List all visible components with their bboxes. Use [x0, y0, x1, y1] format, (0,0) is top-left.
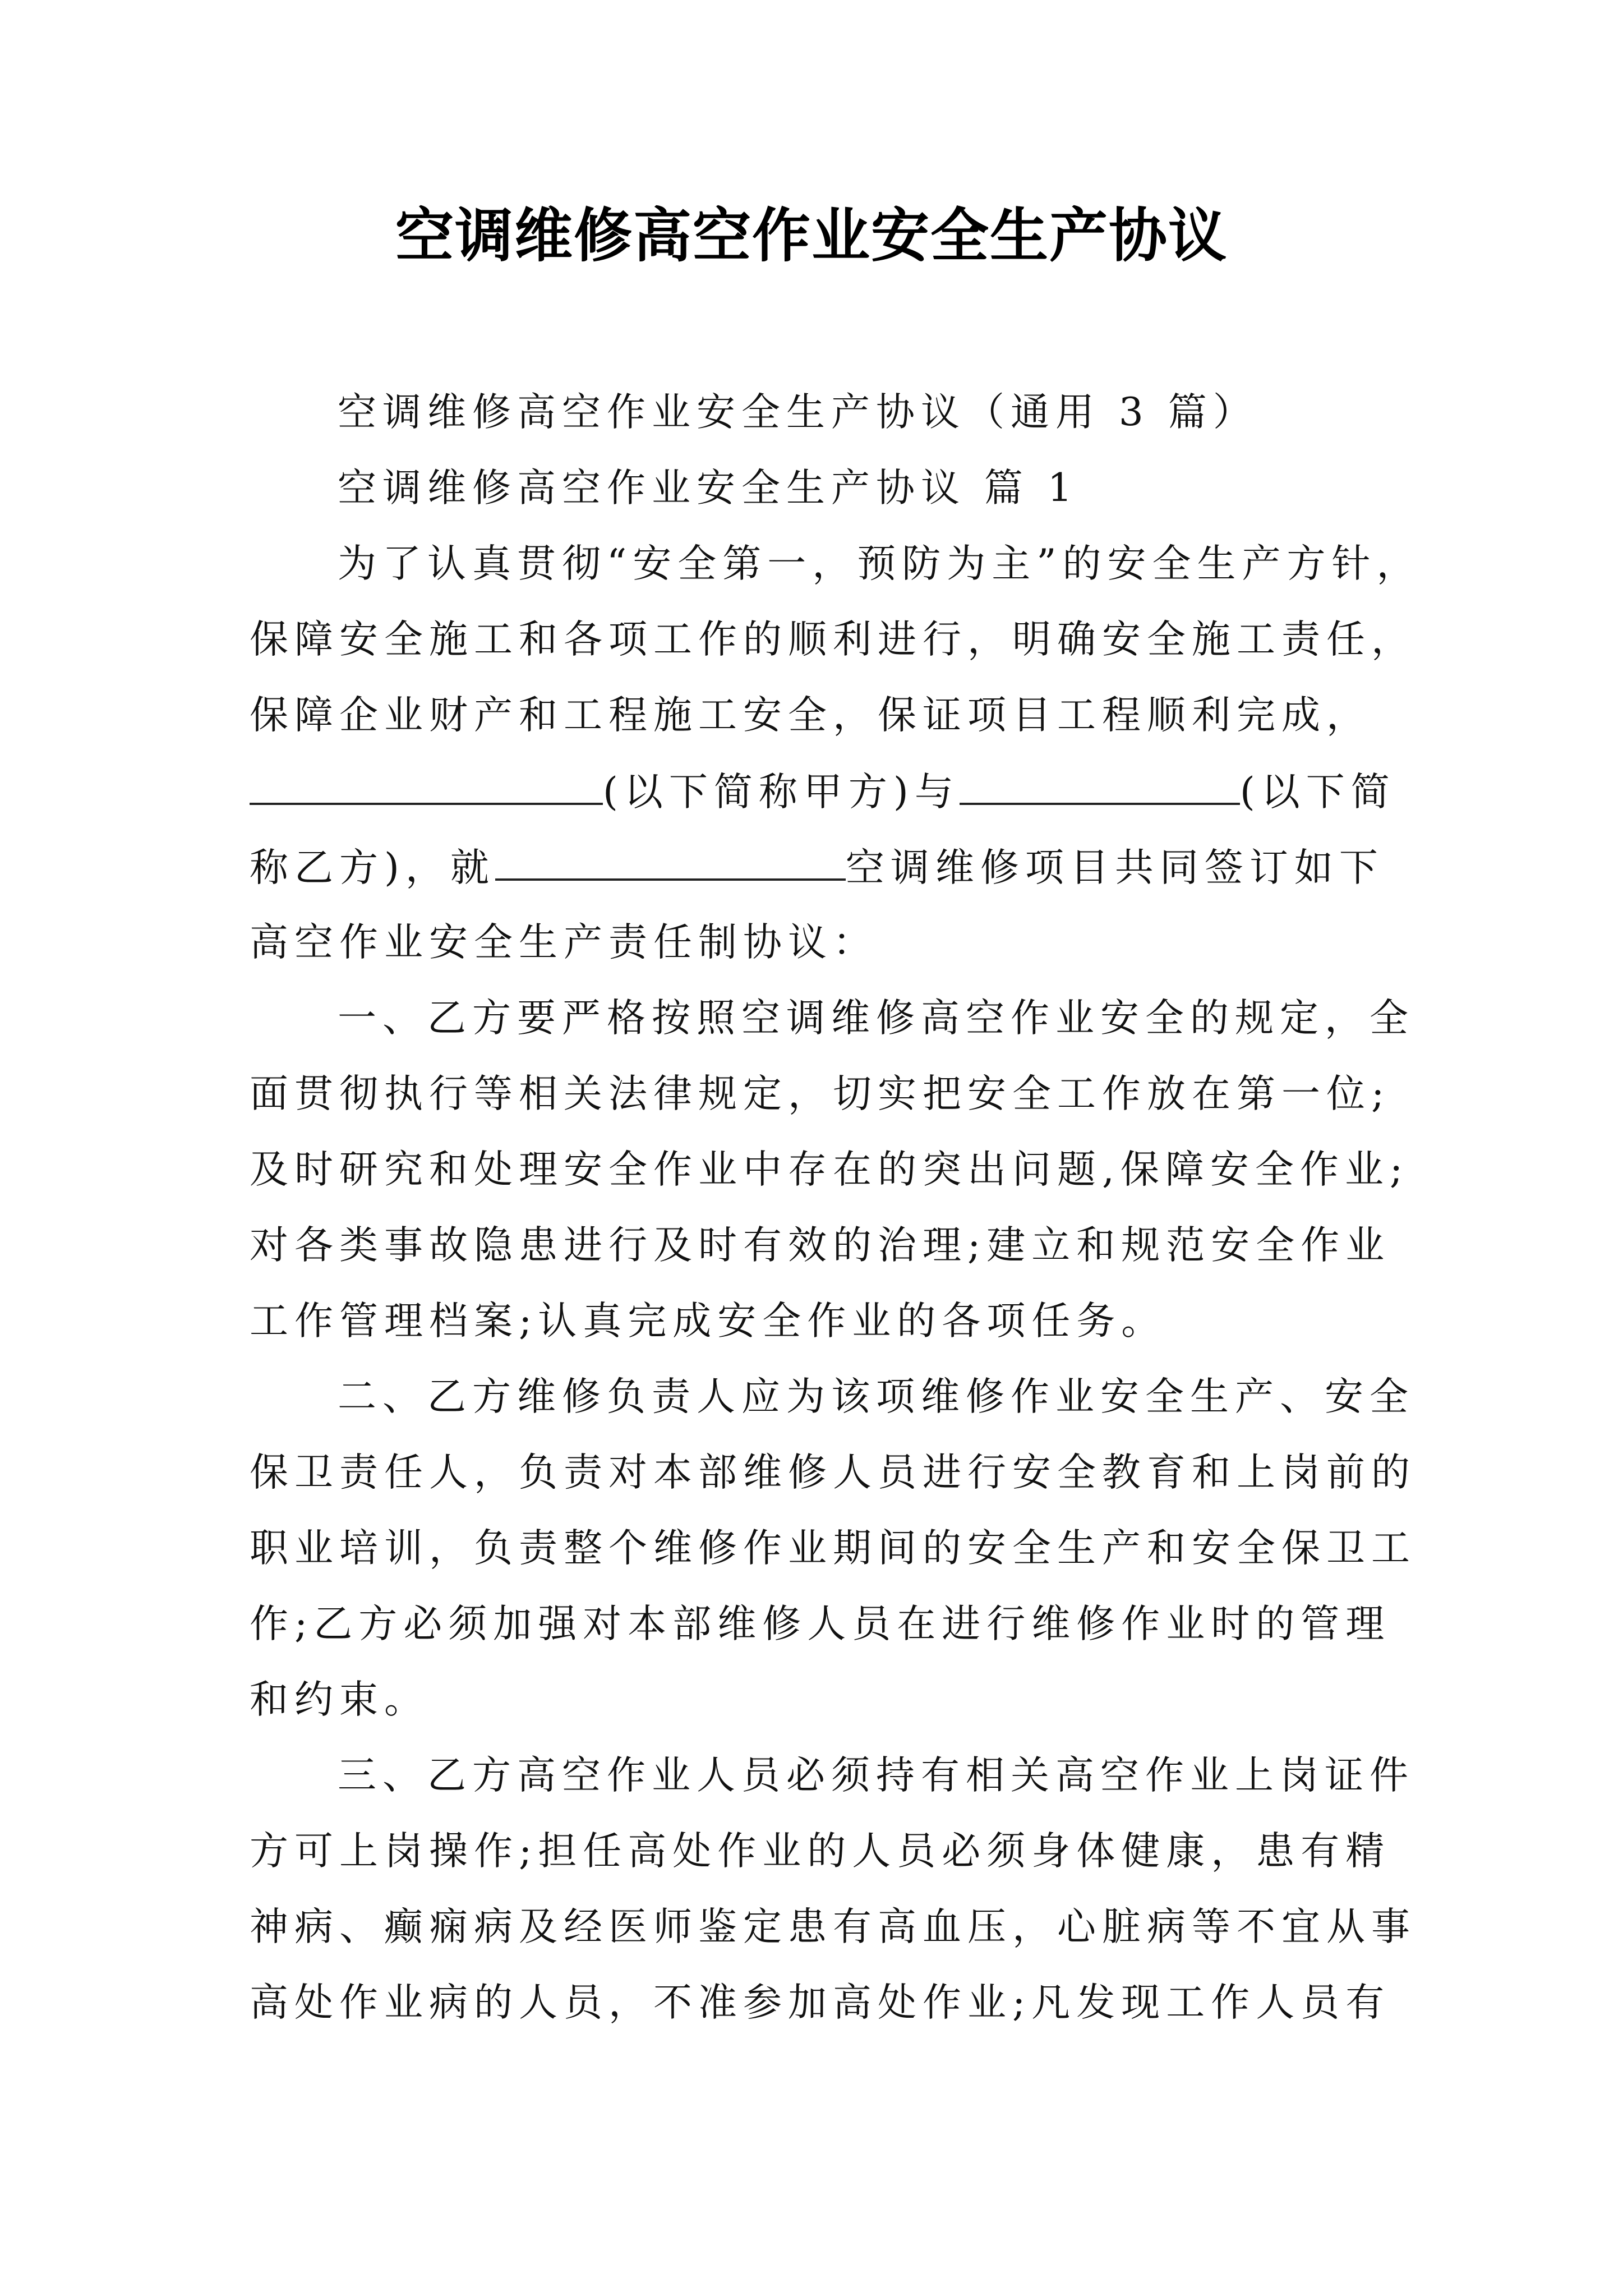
intro-line-with-blank — [250, 841, 1384, 893]
intro-line: 保障安全施工和各项工作的顺利进行，明确安全施工责任， — [250, 617, 1416, 662]
clause-2-line: 职业培训，负责整个维修作业期间的安全生产和安全保卫工 — [250, 1526, 1416, 1571]
clause-1-line: 工作管理档案;认真完成安全作业的各项任务。 — [250, 1299, 1166, 1343]
clause-1-line: 面贯彻执行等相关法律规定，切实把安全工作放在第一位; — [250, 1071, 1391, 1116]
intro-line-with-blanks — [250, 766, 1396, 817]
party-b-blank[interactable] — [960, 766, 1240, 805]
clause-1-line: 一、乙方要严格按照空调维修高空作业安全的规定，全 — [338, 996, 1414, 1041]
clause-3-line: 神病、癫痫病及经医师鉴定患有高血压，心脏病等不宜从事 — [250, 1904, 1416, 1949]
clause-1-line: 对各类事故隐患进行及时有效的治理;建立和规范安全作业 — [250, 1223, 1391, 1268]
intro-line: 保障企业财产和工程施工安全，保证项目工程顺利完成， — [250, 693, 1371, 738]
clause-2-line: 二、乙方维修负责人应为该项维修作业安全生产、安全 — [338, 1374, 1414, 1419]
intro-line: 高空作业安全生产责任制协议： — [250, 920, 878, 965]
intro-text: 称乙方)，就 — [250, 845, 495, 890]
clause-3-line: 三、乙方高空作业人员必须持有相关高空作业上岗证件 — [338, 1753, 1414, 1798]
project-name-blank[interactable] — [495, 841, 846, 881]
clause-2-line: 和约束。 — [250, 1677, 429, 1722]
intro-text: 空调维修项目共同签订如下 — [845, 845, 1384, 890]
intro-text: (以下简 — [1239, 770, 1396, 815]
document-title: 空调维修高空作业安全生产协议 — [395, 201, 1228, 270]
clause-3-line: 高处作业病的人员，不准参加高处作业;凡发现工作人员有 — [250, 1980, 1391, 2025]
clause-2-line: 作;乙方必须加强对本部维修人员在进行维修作业时的管理 — [250, 1602, 1391, 1646]
section-heading: 空调维修高空作业安全生产协议 篇 1 — [338, 466, 1078, 510]
document-subtitle: 空调维修高空作业安全生产协议（通用 3 篇） — [338, 390, 1258, 435]
clause-3-line: 方可上岗操作;担任高处作业的人员必须身体健康，患有精 — [250, 1829, 1391, 1874]
clause-2-line: 保卫责任人，负责对本部维修人员进行安全教育和上岗前的 — [250, 1450, 1416, 1495]
clause-1-line: 及时研究和处理安全作业中存在的突出问题,保障安全作业; — [250, 1147, 1409, 1192]
intro-text: (以下简称甲方)与 — [603, 770, 960, 815]
intro-line: 为了认真贯彻“安全第一，预防为主”的安全生产方针， — [338, 541, 1422, 586]
party-a-blank[interactable] — [250, 766, 603, 805]
